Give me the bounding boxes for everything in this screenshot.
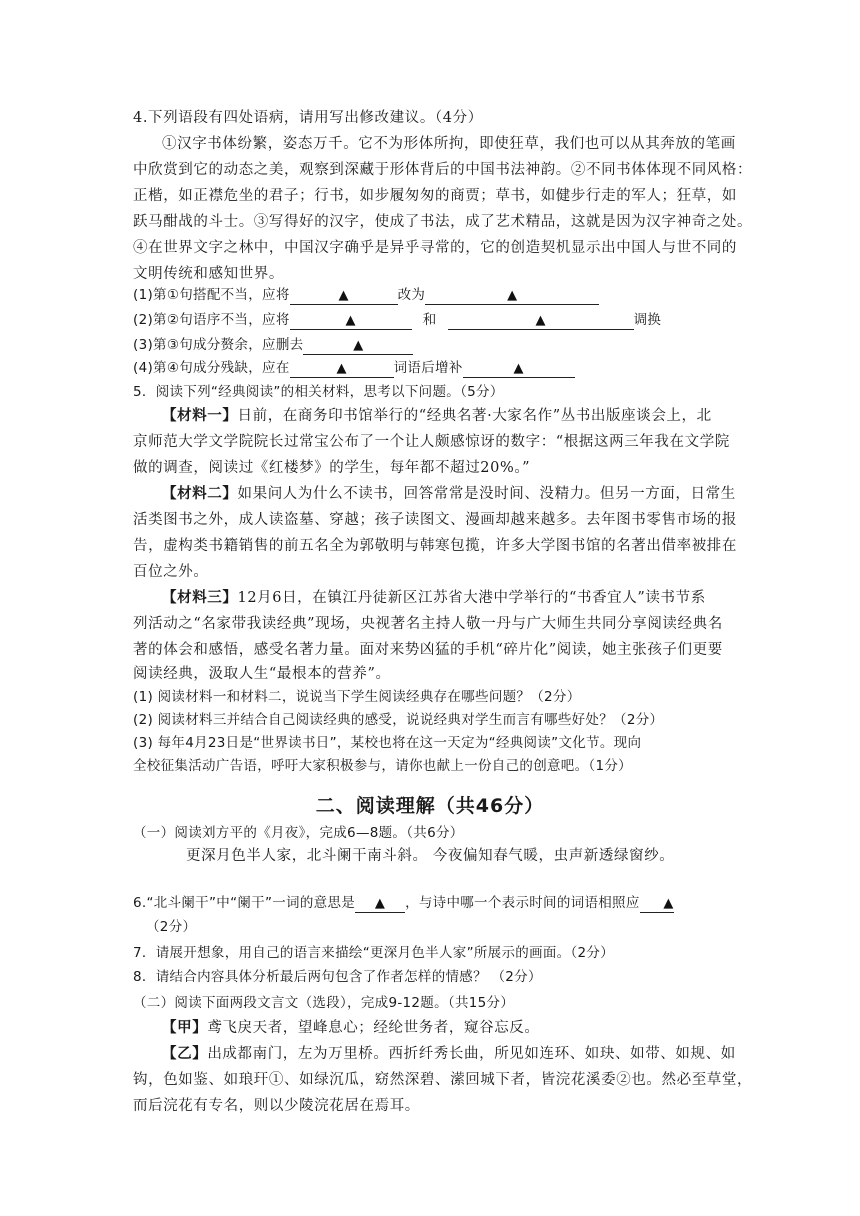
q5-material-2-line: 活类图书之外，成人读盗墓、穿越；孩子读图文、漫画却越来越多。去年图书零售市场的报: [133, 512, 737, 528]
q5-material-2-line: 百位之外。: [133, 564, 209, 580]
q5-material-1-line: 京师范大学文学院院长过常宝公布了一个让人颇感惊讶的数字：“根据这两三年我在文学院: [133, 434, 730, 450]
part2-intro: （二）阅读下面两段文言文（选段），完成9-12题。（共15分）: [133, 995, 515, 1011]
q5-material-1-line: [162, 406, 712, 426]
q5-material-3-line: 阅读经典，汲取人生“最根本的营养”。: [133, 666, 391, 682]
triangle-marker-icon: ▲: [507, 288, 518, 303]
q6-text-b: ，与诗中哪一个表示时间的词语相照应: [405, 895, 640, 911]
q4-item-2-text-b: 和: [422, 312, 437, 328]
q5-material-2-line: [162, 484, 736, 504]
q5-sub-question-2: (2) 阅读材料三并结合自己阅读经典的感受，说说经典对学生而言有哪些好处？（2分）: [133, 712, 664, 728]
q4-item-3: [133, 335, 413, 355]
yi-line: [162, 1044, 736, 1064]
q5-material-1-line: 做的调查，阅读过《红楼梦》的学生，每年都不超过20%。”: [133, 460, 531, 476]
material-2-label: 【材料二】: [162, 485, 238, 502]
answer-blank[interactable]: [290, 311, 412, 330]
triangle-marker-icon: ▲: [663, 896, 674, 911]
q4-item-1: [133, 285, 599, 305]
q4-passage-line: 正楷，如正襟危坐的君子；行书，如步履匆匆的商贾；草书，如健步行走的军人；狂草，如: [133, 188, 737, 204]
q5-material-2-line: 告，虚构类书籍销售的前五名全为郭敬明与韩寒包揽，许多大学图书馆的名著出借率被排在: [133, 538, 737, 554]
material-1-label: 【材料一】: [162, 407, 238, 424]
triangle-marker-icon: ▲: [345, 313, 356, 328]
material-1-text: 日前，在商务印书馆举行的“经典名著·大家名作”丛书出版座谈会上，北: [237, 408, 712, 424]
q4-passage-line: 中欣赏到它的动态之美，观察到深藏于形体背后的中国书法神韵。②不同书体体现不同风格：: [133, 162, 753, 178]
q4-passage-line: 文明传统和感知世界。: [133, 266, 284, 282]
q4-passage-line: ④在世界文字之林中，中国汉字确乎是异乎寻常的，它的创造契机显示出中国人与世不同的: [133, 240, 737, 256]
q5-material-3-line: 著的体会和感悟，感受名著力量。面对来势凶猛的手机“碎片化”阅读，她主张孩子们更要: [133, 642, 723, 658]
answer-blank[interactable]: [463, 359, 575, 378]
q6-line: [133, 893, 674, 913]
triangle-marker-icon: ▲: [338, 288, 349, 303]
section-heading: 二、阅读理解（共46分）: [315, 795, 545, 817]
answer-blank[interactable]: [425, 286, 599, 305]
q5-sub-question-3-cont: 全校征集活动广告语，呼吁大家积极参与，请你也献上一份自己的创意吧。（1分）: [133, 758, 632, 774]
yi-label: 【乙】: [162, 1045, 208, 1062]
triangle-marker-icon: ▲: [336, 361, 347, 376]
poem-text: 更深月色半人家，北斗阑干南斗斜。 今夜偏知春气暖，虫声新透绿窗纱。: [186, 848, 675, 864]
part1-intro: （一）阅读刘方平的《月夜》，完成6—8题。（共6分）: [133, 825, 464, 841]
answer-blank[interactable]: [290, 359, 394, 378]
jia-line: [162, 1018, 540, 1038]
q4-item-3-text-a: (3)第③句成分赘余，应删去: [133, 337, 304, 353]
material-3-text: 12月6日，在镇江丹徒新区江苏省大港中学举行的“书香宜人”读书节系: [237, 590, 706, 606]
q4-item-1-text-a: (1)第①句搭配不当，应将: [133, 287, 290, 303]
q5-material-3-line: [162, 588, 706, 608]
q4-item-4: [133, 358, 575, 378]
answer-blank[interactable]: [303, 336, 413, 355]
yi-line: 而后浣花有专名，则以少陵浣花居在焉耳。: [133, 1098, 420, 1114]
jia-text: 鸢飞戾天者，望峰息心；经纶世务者，窥谷忘反。: [207, 1020, 540, 1036]
triangle-marker-icon: ▲: [513, 361, 524, 376]
q4-title: 4.下列语段有四处语病，请用写出修改建议。（4分）: [133, 110, 483, 126]
triangle-marker-icon: ▲: [535, 313, 546, 328]
q5-sub-question-1: (1) 阅读材料一和材料二，说说当下学生阅读经典存在哪些问题？（2分）: [133, 689, 581, 705]
material-2-text: 如果问人为什么不读书，回答常常是没时间、没精力。但另一方面，日常生: [237, 486, 736, 502]
answer-blank[interactable]: [355, 894, 405, 913]
q4-item-2-text-a: (2)第②句语序不当，应将: [133, 312, 290, 328]
triangle-marker-icon: ▲: [353, 338, 364, 353]
q5-title: 5．阅读下列“经典阅读”的相关材料，思考以下问题。（5分）: [133, 384, 504, 400]
q5-material-3-line: 列活动之“名家带我读经典”现场，央视著名主持人敬一丹与广大师生共同分享阅读经典名: [133, 616, 723, 632]
q4-item-1-text-b: 改为: [397, 287, 426, 303]
q4-item-4-text-b: 词语后增补: [393, 360, 463, 376]
q4-item-4-text-a: (4)第④句成分残缺，应在: [133, 360, 290, 376]
jia-label: 【甲】: [162, 1019, 208, 1036]
answer-blank[interactable]: [290, 286, 398, 305]
q4-item-2: [133, 310, 661, 330]
yi-line: 钩，色如鉴、如琅玕①、如绿沉瓜，窈然深碧、潆回城下者，皆浣花溪委②也。然必至草堂，: [133, 1072, 753, 1088]
yi-text: 出成都南门，左为万里桥。西折纤秀长曲，所见如连环、如玦、如带、如规、如: [207, 1046, 736, 1062]
material-3-label: 【材料三】: [162, 589, 238, 606]
q7-text: 7．请展开想象，用自己的语言来描绘“更深月色半人家”所展示的画面。（2分）: [133, 945, 615, 961]
answer-blank[interactable]: [448, 311, 634, 330]
q6-score: （2分）: [146, 919, 197, 935]
q4-item-2-text-c: 调换: [633, 312, 662, 328]
q4-passage-line: ①汉字书体纷繁，姿态万千。它不为形体所拘，即使狂草，我们也可以从其奔放的笔画: [162, 136, 736, 152]
q5-sub-question-3: (3) 每年4月23日是“世界读书日”，某校也将在这一天定为“经典阅读”文化节。现向: [133, 735, 642, 751]
q4-passage-line: 跃马酣战的斗士。③写得好的汉字，使成了书法，成了艺术精品，这就是因为汉字神奇之处。: [133, 214, 753, 230]
triangle-marker-icon: ▲: [374, 896, 386, 911]
answer-blank[interactable]: [640, 894, 674, 913]
q6-text-a: 6.“北斗阑干”中“阑干”一词的意思是: [133, 895, 356, 911]
q8-text: 8．请结合内容具体分析最后两句包含了作者怎样的情感？ （2分）: [133, 969, 542, 985]
